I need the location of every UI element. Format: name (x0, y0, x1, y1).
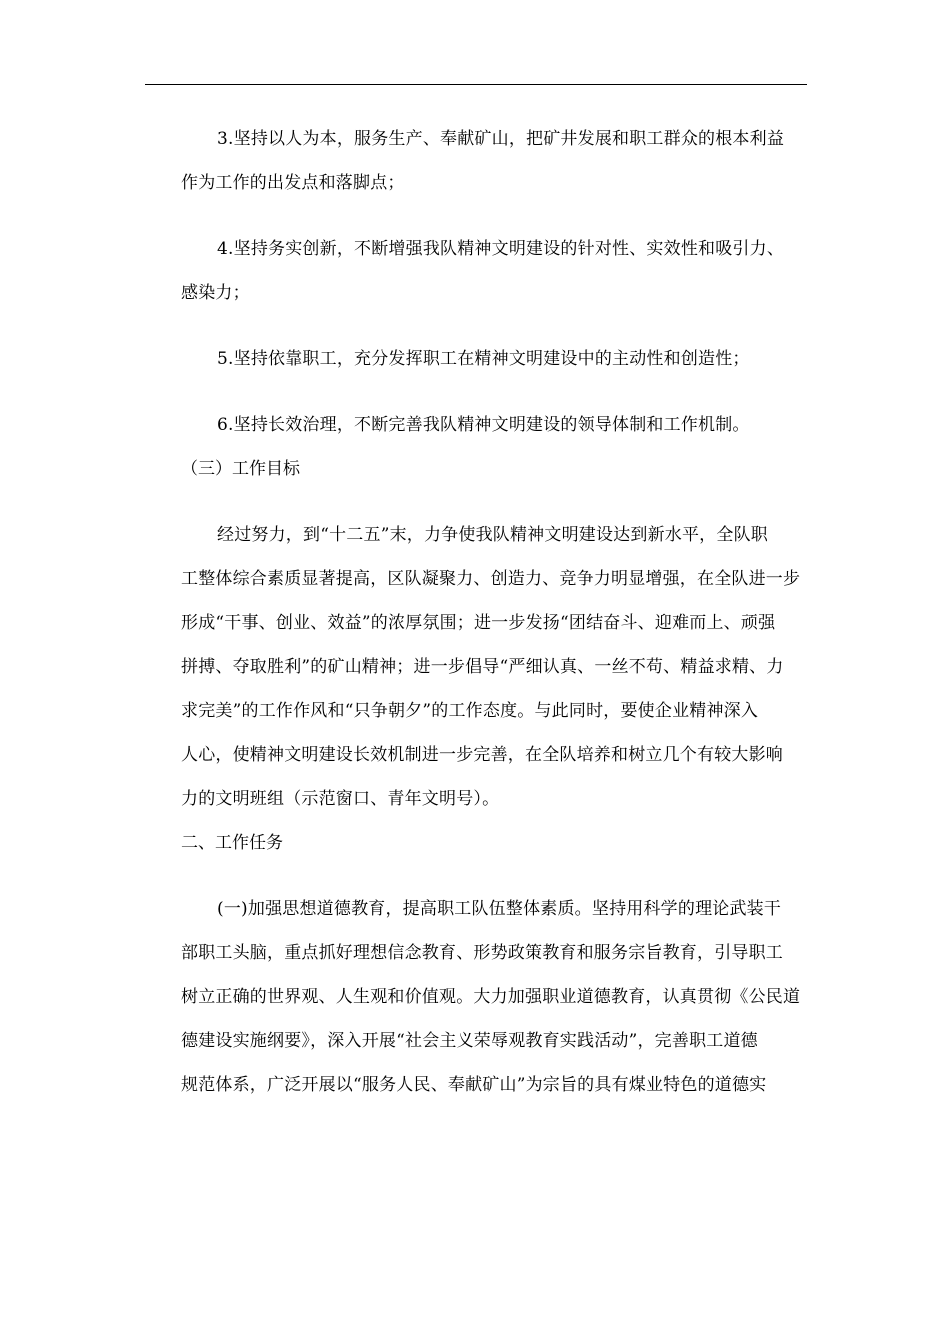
paragraph-work-goals (145, 513, 807, 821)
section-heading-work-tasks (145, 821, 807, 865)
text-line: 5.坚持依靠职工，充分发挥职工在精神文明建设中的主动性和创造性； (217, 349, 750, 369)
heading-text: 二、工作任务 (181, 833, 283, 853)
text-line: 工整体综合素质显著提高，区队凝聚力、创造力、竞争力明显增强，在全队进一步 (181, 569, 801, 589)
text-line: 6.坚持长效治理，不断完善我队精神文明建设的领导体制和工作机制。 (217, 415, 750, 435)
text-line: 3.坚持以人为本，服务生产、奉献矿山，把矿井发展和职工群众的根本利益 (217, 129, 785, 149)
paragraph-principle-3 (145, 117, 807, 205)
heading-text: （三）工作目标 (181, 459, 300, 479)
text-line: 经过努力，到“十二五”末，力争使我队精神文明建设达到新水平，全队职 (217, 525, 768, 545)
document-body (145, 117, 807, 1107)
text-line: 作为工作的出发点和落脚点； (181, 173, 405, 193)
paragraph-moral-education (145, 887, 807, 1107)
paragraph-principle-4 (145, 227, 807, 315)
header-rule (145, 84, 807, 85)
text-line: 感染力； (181, 283, 250, 303)
text-line: 4.坚持务实创新，不断增强我队精神文明建设的针对性、实效性和吸引力、 (217, 239, 785, 259)
paragraph-principle-6 (145, 403, 807, 447)
text-line: 形成“干事、创业、效益”的浓厚氛围；进一步发扬“团结奋斗、迎难而上、顽强 (181, 613, 776, 633)
text-line: 力的文明班组（示范窗口、青年文明号）。 (181, 789, 500, 809)
text-line: 人心，使精神文明建设长效机制进一步完善，在全队培养和树立几个有较大影响 (181, 745, 783, 765)
section-heading-work-goals (145, 447, 807, 491)
text-line: (一)加强思想道德教育，提高职工队伍整体素质。坚持用科学的理论武装干 (217, 899, 782, 919)
text-line: 部职工头脑，重点抓好理想信念教育、形势政策教育和服务宗旨教育，引导职工 (181, 943, 783, 963)
text-line: 拼搏、夺取胜利”的矿山精神；进一步倡导“严细认真、一丝不苟、精益求精、力 (181, 657, 784, 677)
text-line: 德建设实施纲要》，深入开展“社会主义荣辱观教育实践活动”，完善职工道德 (181, 1031, 758, 1051)
text-line: 树立正确的世界观、人生观和价值观。大力加强职业道德教育，认真贯彻《公民道 (181, 987, 801, 1007)
text-line: 求完美”的工作作风和“只争朝夕”的工作态度。与此同时，要使企业精神深入 (181, 701, 759, 721)
text-line: 规范体系，广泛开展以“服务人民、奉献矿山”为宗旨的具有煤业特色的道德实 (181, 1075, 767, 1095)
paragraph-principle-5 (145, 337, 807, 381)
